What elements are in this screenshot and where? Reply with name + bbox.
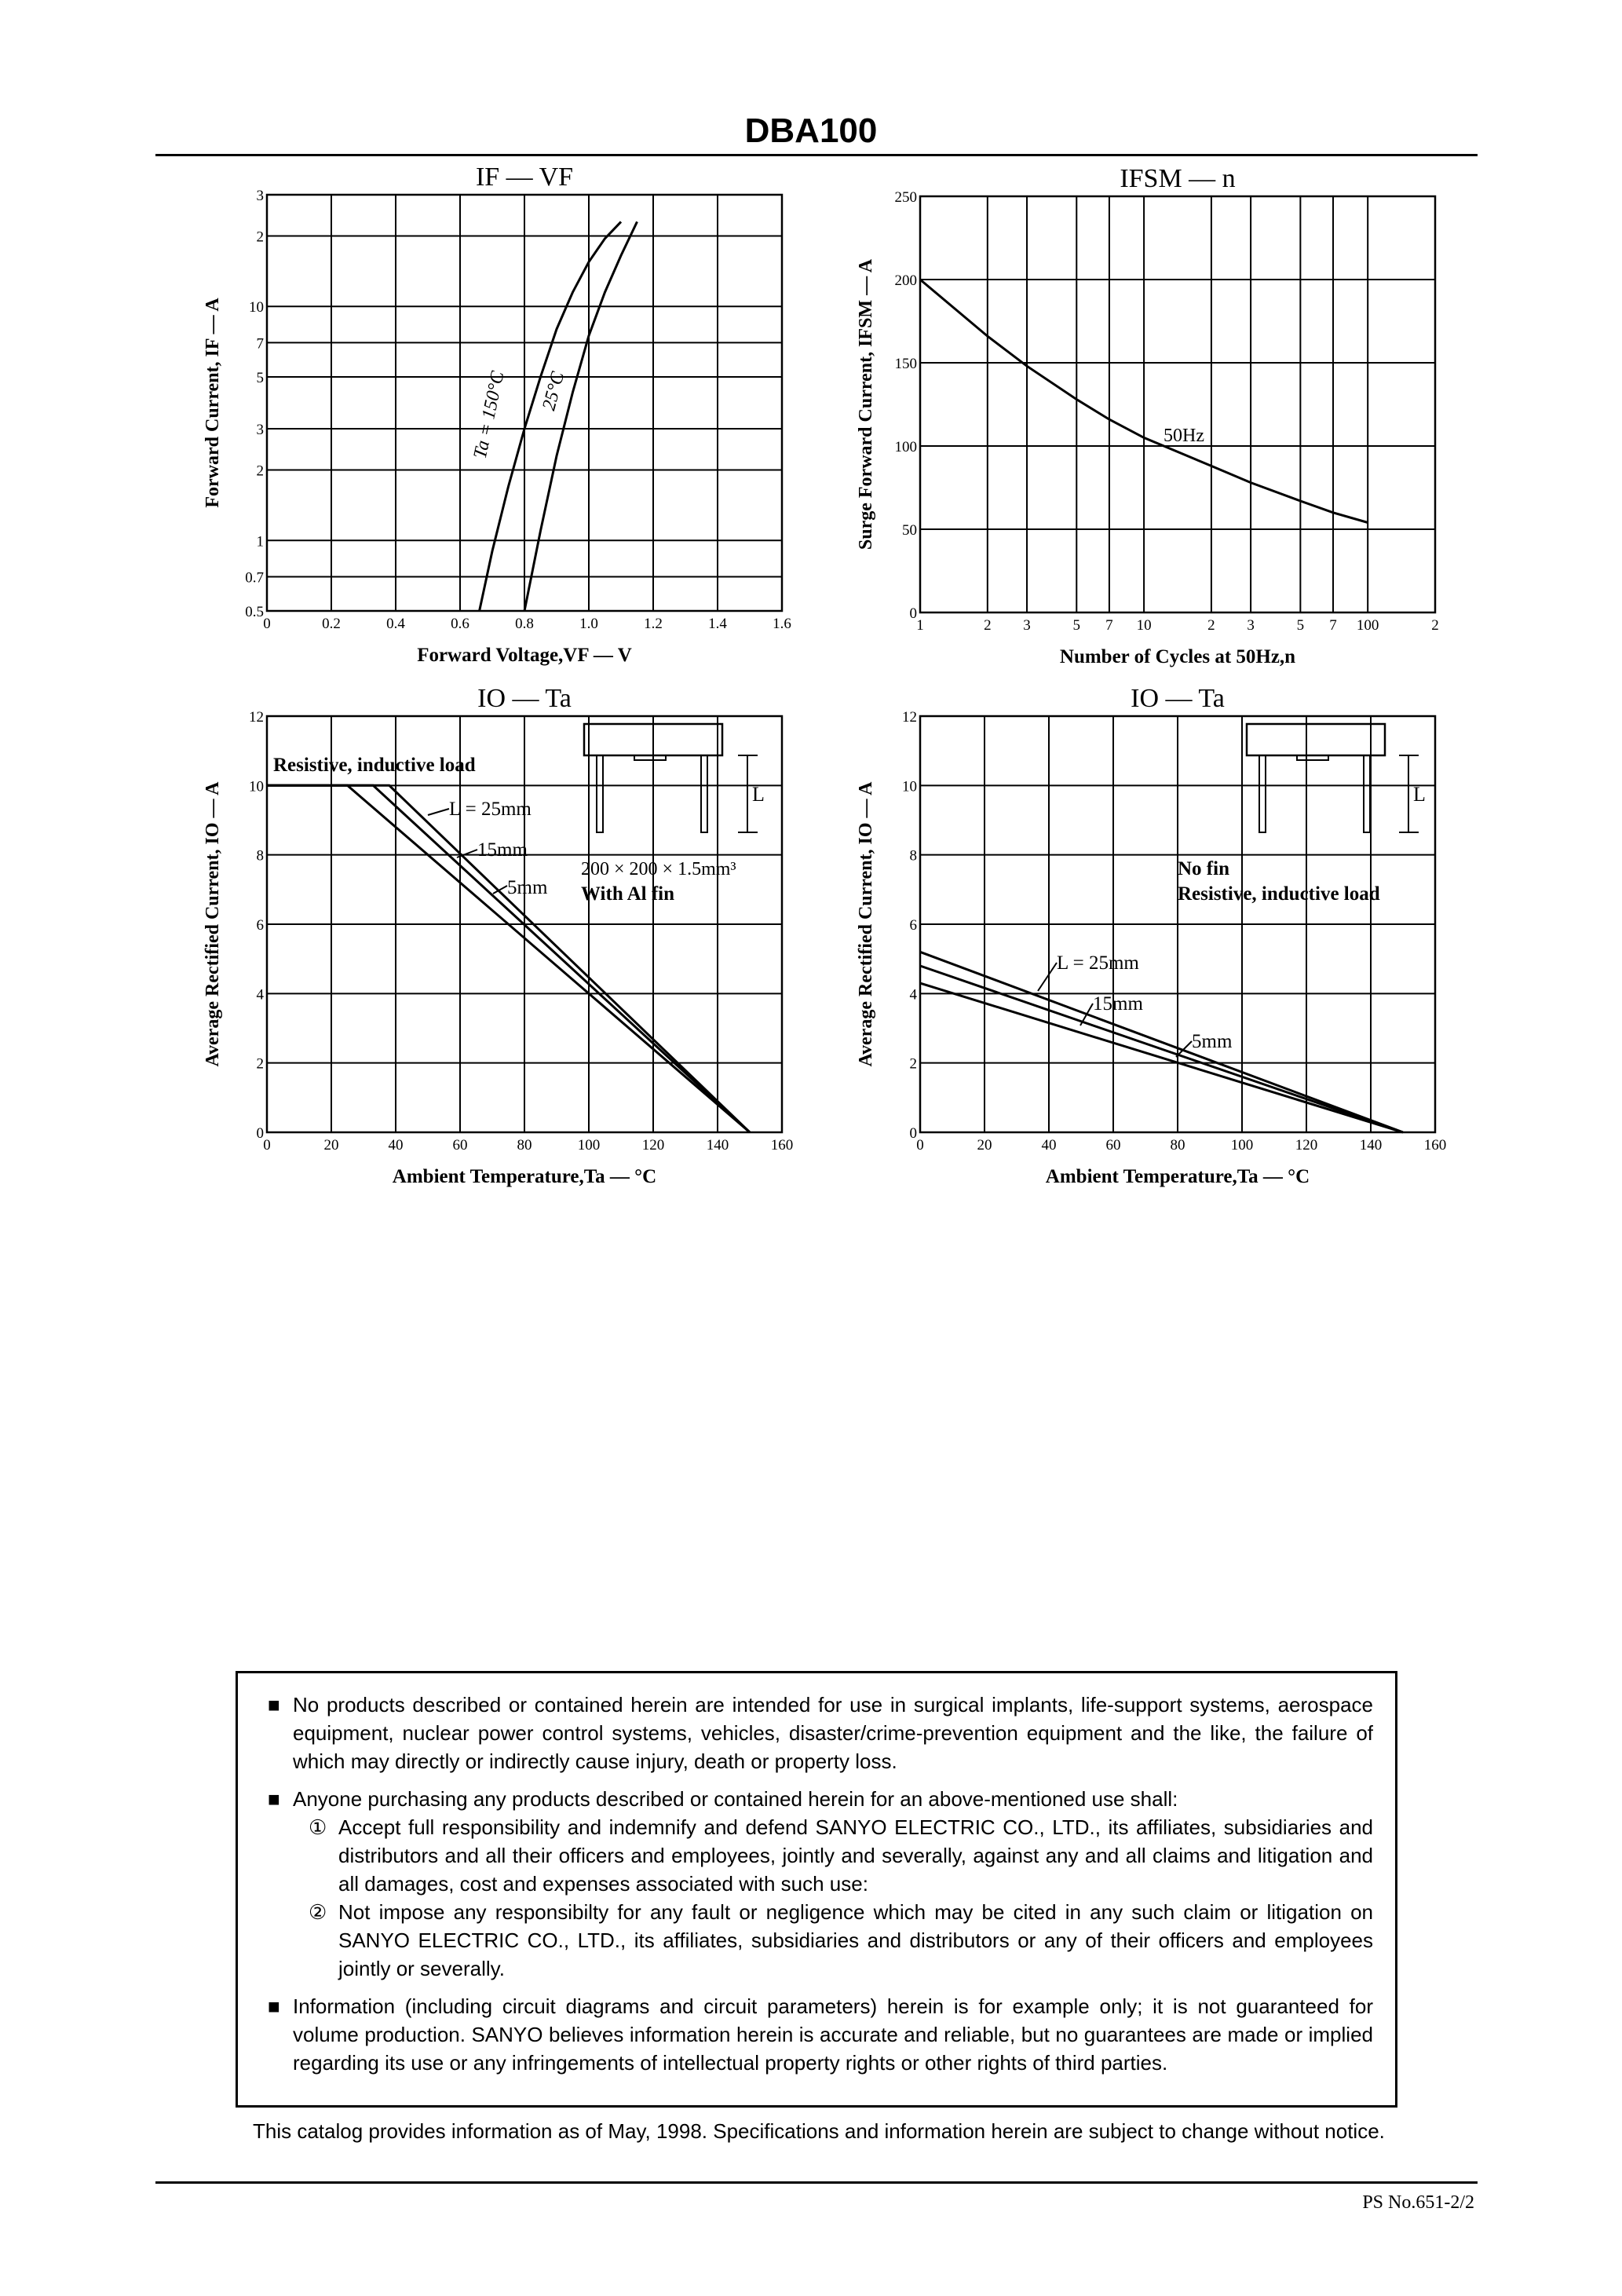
- x-tick-label: 10: [1136, 617, 1152, 634]
- x-tick-label: 0.8: [515, 616, 534, 632]
- y-tick-label: 2: [256, 462, 264, 480]
- plot-frame: [920, 196, 1435, 612]
- x-tick-label: 20: [323, 1137, 339, 1153]
- x-tick-label: 2: [1207, 617, 1215, 634]
- square-bullet-icon: ■: [268, 1693, 280, 1717]
- x-tick-label: 140: [706, 1137, 729, 1153]
- annotation-no-fin: No fin: [1178, 858, 1229, 879]
- notice-box: [236, 1671, 1397, 2108]
- x-tick-label: 0.4: [386, 616, 405, 632]
- y-tick-label: 150: [894, 356, 917, 372]
- y-axis-label: Surge Forward Current, IFSM — A: [856, 258, 876, 550]
- annotation-l: L: [1413, 783, 1426, 806]
- x-tick-label: 40: [388, 1137, 404, 1153]
- x-tick-label: 2: [1431, 617, 1439, 634]
- chart-title: IO — Ta: [477, 684, 572, 713]
- y-tick-label: 0.5: [245, 604, 264, 620]
- y-tick-label: 4: [256, 986, 264, 1004]
- series-label-25mm: L = 25mm: [449, 799, 532, 820]
- series-label-25c: 25°C: [539, 369, 569, 413]
- x-tick-label: 120: [1295, 1137, 1318, 1153]
- package-lead: [597, 755, 603, 832]
- series-line-0: [920, 952, 1403, 1132]
- y-tick-label: 8: [909, 847, 917, 865]
- y-tick-label: 7: [256, 335, 264, 353]
- x-tick-label: 160: [1423, 1137, 1447, 1153]
- series-label-25mm: L = 25mm: [1057, 952, 1139, 974]
- chart-io-ta-fin: [203, 684, 793, 1187]
- x-tick-label: 100: [577, 1137, 601, 1153]
- annotation-load: Resistive, inductive load: [1178, 883, 1380, 905]
- series-line-0: [267, 785, 750, 1132]
- series-label-ta150: Ta = 150°C: [469, 369, 509, 461]
- notice-paragraph-1: ■ No products described or contained herein are intended for use in surgical implants, life-support systems, aerospace equipment, nuclear power control systems, vehicles, disaster/crime-prevention equipment and the like, the failure of which may directly or indirectly cause injury, death or property loss.: [268, 1691, 1373, 1775]
- circled-one-icon: ①: [309, 1815, 327, 1839]
- chart-title: IF — VF: [475, 163, 574, 192]
- y-tick-label: 50: [902, 522, 917, 539]
- x-tick-label: 7: [1329, 617, 1337, 634]
- annotation-l: L: [752, 783, 765, 806]
- y-tick-label: 12: [249, 709, 264, 726]
- y-tick-label: 6: [909, 917, 917, 934]
- y-tick-label: 10: [249, 778, 264, 795]
- package-tab: [1297, 755, 1328, 760]
- x-tick-label: 1.2: [644, 616, 663, 632]
- x-tick-label: 7: [1105, 617, 1113, 634]
- footer-rule: [155, 2181, 1478, 2184]
- x-tick-label: 2: [984, 617, 992, 634]
- x-tick-label: 1.4: [708, 616, 727, 632]
- series-line-1: [920, 966, 1403, 1132]
- notice-paragraph-2: ■ Anyone purchasing any products described or contained herein for an above-mentioned use shall:: [268, 1785, 1373, 1813]
- x-tick-label: 1.6: [773, 616, 791, 632]
- y-tick-label: 0: [909, 1125, 917, 1142]
- package-tab: [634, 755, 666, 760]
- notice-paragraph-3: ■ Information (including circuit diagrams and circuit parameters) herein is for example only; it is not guaranteed for volume production. SANYO believes information herein is accurate and reliable, but no guarantees are made or implied regarding its use or any infringements of intellectual property rights or other rights of third parties.: [268, 1992, 1373, 2077]
- series-line-0: [480, 221, 621, 611]
- leader-line: [428, 809, 449, 815]
- x-tick-label: 3: [1247, 617, 1255, 634]
- circled-two-icon: ②: [309, 1900, 327, 1924]
- package-lead: [1259, 755, 1266, 832]
- annotation-50hz: 50Hz: [1164, 426, 1204, 446]
- document-title: DBA100: [744, 112, 878, 150]
- x-tick-label: 80: [1170, 1137, 1185, 1153]
- y-tick-label: 10: [249, 299, 264, 316]
- x-tick-label: 1: [916, 617, 924, 634]
- x-tick-label: 20: [977, 1137, 992, 1153]
- x-tick-label: 140: [1359, 1137, 1383, 1153]
- y-tick-label: 4: [909, 986, 917, 1004]
- y-tick-label: 5: [256, 369, 264, 386]
- x-axis-label: Forward Voltage,VF — V: [417, 645, 632, 666]
- x-tick-label: 5: [1072, 617, 1081, 634]
- y-axis-label: Forward Current, IF — A: [203, 298, 223, 508]
- package-lead: [1364, 755, 1370, 832]
- series-line-2: [267, 785, 750, 1132]
- x-axis-label: Ambient Temperature,Ta — °C: [1045, 1166, 1310, 1187]
- series-label-15mm: 15mm: [1093, 993, 1143, 1015]
- y-tick-label: 0: [256, 1125, 264, 1142]
- chart-ifsm-n: [856, 164, 1439, 667]
- x-tick-label: 100: [1230, 1137, 1254, 1153]
- y-tick-label: 200: [894, 272, 917, 289]
- y-tick-label: 8: [256, 847, 264, 865]
- x-tick-label: 100: [1356, 617, 1379, 634]
- chart-title: IO — Ta: [1131, 684, 1225, 713]
- annotation-al-fin: With Al fin: [581, 883, 675, 905]
- footer-note: This catalog provides information as of May, 1998. Specifications and information herein are subject to change without notice.: [253, 2119, 1385, 2143]
- series-line-2: [920, 983, 1403, 1132]
- series-line-1: [267, 785, 750, 1132]
- x-tick-label: 120: [641, 1137, 665, 1153]
- x-tick-label: 40: [1041, 1137, 1057, 1153]
- y-tick-label: 1: [256, 533, 264, 550]
- x-tick-label: 0: [263, 616, 271, 632]
- x-tick-label: 0.6: [451, 616, 469, 632]
- x-tick-label: 0: [916, 1137, 924, 1153]
- x-tick-label: 0: [263, 1137, 271, 1153]
- y-tick-label: 10: [902, 778, 917, 795]
- x-tick-label: 160: [770, 1137, 794, 1153]
- notice-item-2: ② Not impose any responsibilty for any fault or negligence which may be cited in any such claim or litigation on SANYO ELECTRIC CO., LTD., its affiliates, subsidiaries and distributors or any of their officers and employees jointly or severally.: [268, 1898, 1373, 1983]
- y-axis-label: Average Rectified Current, IO — A: [856, 781, 876, 1067]
- series-label-15mm: 15mm: [477, 839, 528, 861]
- package-lead: [701, 755, 707, 832]
- page-number: PS No.651-2/2: [1362, 2192, 1474, 2213]
- x-tick-label: 80: [517, 1137, 532, 1153]
- y-tick-label: 3: [256, 422, 264, 439]
- y-tick-label: 2: [909, 1055, 917, 1073]
- square-bullet-icon: ■: [268, 1994, 280, 2018]
- series-line-1: [524, 221, 637, 611]
- notice-item-1: ① Accept full responsibility and indemnify and defend SANYO ELECTRIC CO., LTD., its affiliates, subsidiaries and distributors and all their officers and employees, jointly and severally, against any and all claims and litigation and all damages, cost and expenses associated with such use:: [268, 1813, 1373, 1898]
- x-tick-label: 60: [1105, 1137, 1121, 1153]
- y-tick-label: 0.7: [245, 569, 264, 587]
- y-axis-label: Average Rectified Current, IO — A: [203, 781, 223, 1067]
- x-axis-label: Number of Cycles at 50Hz,n: [1059, 646, 1296, 667]
- x-tick-label: 3: [1023, 617, 1031, 634]
- x-tick-label: 5: [1296, 617, 1305, 634]
- annotation-load: Resistive, inductive load: [273, 755, 476, 776]
- y-tick-label: 12: [902, 709, 917, 726]
- annotation-fin-size: 200 × 200 × 1.5mm³: [581, 859, 736, 879]
- y-tick-label: 250: [894, 189, 917, 206]
- leader-line: [1038, 963, 1057, 991]
- chart-io-ta-nofin: [856, 684, 1446, 1187]
- x-tick-label: 0.2: [322, 616, 341, 632]
- y-tick-label: 2: [256, 229, 264, 246]
- y-tick-label: 100: [894, 439, 917, 455]
- y-tick-label: 2: [256, 1055, 264, 1073]
- y-tick-label: 0: [909, 605, 917, 622]
- chart-if-vf: [203, 163, 791, 666]
- series-label-5mm: 5mm: [1192, 1031, 1233, 1052]
- chart-title: IFSM — n: [1120, 164, 1236, 193]
- x-tick-label: 1.0: [579, 616, 598, 632]
- x-axis-label: Ambient Temperature,Ta — °C: [392, 1166, 657, 1187]
- package-body: [1247, 724, 1385, 755]
- square-bullet-icon: ■: [268, 1787, 280, 1811]
- series-label-5mm: 5mm: [507, 877, 548, 898]
- x-tick-label: 60: [452, 1137, 468, 1153]
- y-tick-label: 6: [256, 917, 264, 934]
- y-tick-label: 3: [256, 188, 264, 204]
